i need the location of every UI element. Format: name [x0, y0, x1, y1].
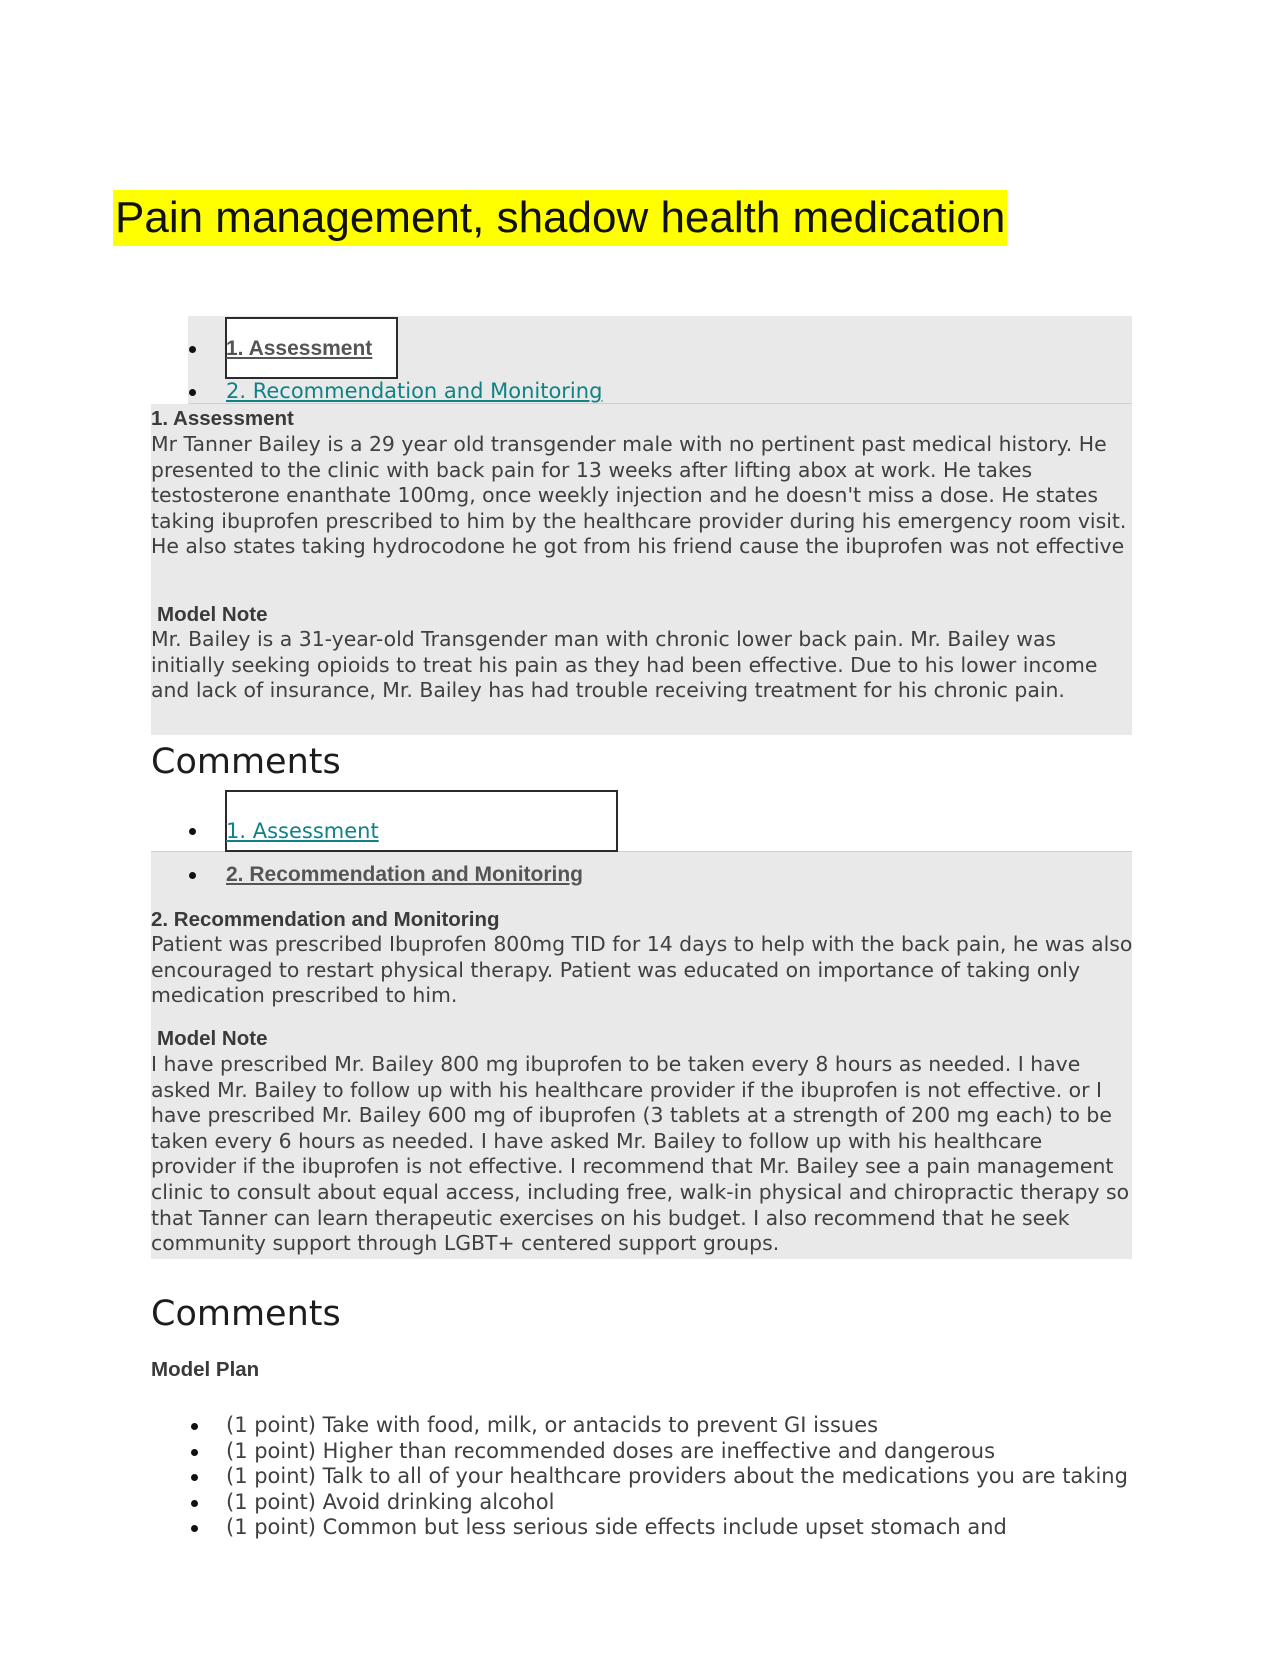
section2-tab-recommendation[interactable]: 2. Recommendation and Monitoring [226, 863, 584, 886]
section2-heading: 2. Recommendation and Monitoring [151, 908, 500, 931]
section1-comments-heading: Comments [151, 742, 341, 782]
section2-tab2-bullet [189, 872, 196, 879]
section1-heading: 1. Assessment [151, 407, 294, 430]
section1-tab1-bullet [189, 346, 196, 353]
section1-body: Mr Tanner Bailey is a 29 year old transgender male with no pertinent past medical history. He presented to the clinic with back pain for 13 weeks after lifting abox at work. He takes testosterone enanthate 100mg, once weekly injection and he doesn't miss a dose. He states taking ibuprofen prescribed to him by the healthcare provider during his emergency room visit. He also states taking hydrocodone he got from his friend cause the ibuprofen was not effective [151, 432, 1127, 559]
model-plan-heading: Model Plan [151, 1358, 260, 1381]
model-plan-item: (1 point) Talk to all of your healthcare providers about the medications you are taking [192, 1464, 1132, 1490]
page-title: Pain management, shadow health medication [113, 190, 1007, 246]
section2-tab-assessment[interactable]: 1. Assessment [226, 819, 379, 843]
section1-tab-recommendation[interactable]: 2. Recommendation and Monitoring [226, 379, 603, 403]
model-plan-item: (1 point) Avoid drinking alcohol [192, 1490, 1132, 1516]
section2-comments-heading: Comments [151, 1294, 341, 1334]
model-plan-item: (1 point) Take with food, milk, or antacids to prevent GI issues [192, 1413, 1132, 1439]
section2-model-note: I have prescribed Mr. Bailey 800 mg ibuprofen to be taken every 8 hours as needed. I have asked Mr. Bailey to follow up with his healthcare provider if the ibuprofen is not effective. or I have prescribed Mr. Bailey 600 mg of ibuprofen (3 tablets at a strength of 200 mg each) to be taken every 6 hours as needed. I have asked Mr. Bailey to follow up with his healthcare provider if the ibuprofen is not effective. I recommend that Mr. Bailey see a pain management clinic to consult about equal access, including free, walk-in physical and chiropractic therapy so that Tanner can learn therapeutic exercises on his budget. I also recommend that he seek community support through LGBT+ centered support groups. [151, 1052, 1130, 1256]
model-plan-list [192, 1413, 1132, 1541]
model-plan-item: (1 point) Higher than recommended doses are ineffective and dangerous [192, 1439, 1132, 1465]
section1-tab2-bullet [189, 389, 196, 396]
section1-model-note-heading: Model Note [157, 603, 268, 626]
section2-body: Patient was prescribed Ibuprofen 800mg TID for 14 days to help with the back pain, he was also encouraged to restart physical therapy. Patient was educated on importance of taking only medication prescribed to him. [151, 932, 1133, 1008]
model-plan-item: (1 point) Common but less serious side effects include upset stomach and [192, 1515, 1132, 1541]
section2-tab1-bullet [189, 828, 196, 835]
section1-tab-assessment[interactable]: 1. Assessment [226, 337, 373, 360]
section1-model-note: Mr. Bailey is a 31-year-old Transgender man with chronic lower back pain. Mr. Bailey was initially seeking opioids to treat his pain as they had been effective. Due to his lower income and lack of insurance, Mr. Bailey has had trouble receiving treatment for his chronic pain. [151, 627, 1098, 703]
section2-model-note-heading: Model Note [157, 1027, 268, 1050]
